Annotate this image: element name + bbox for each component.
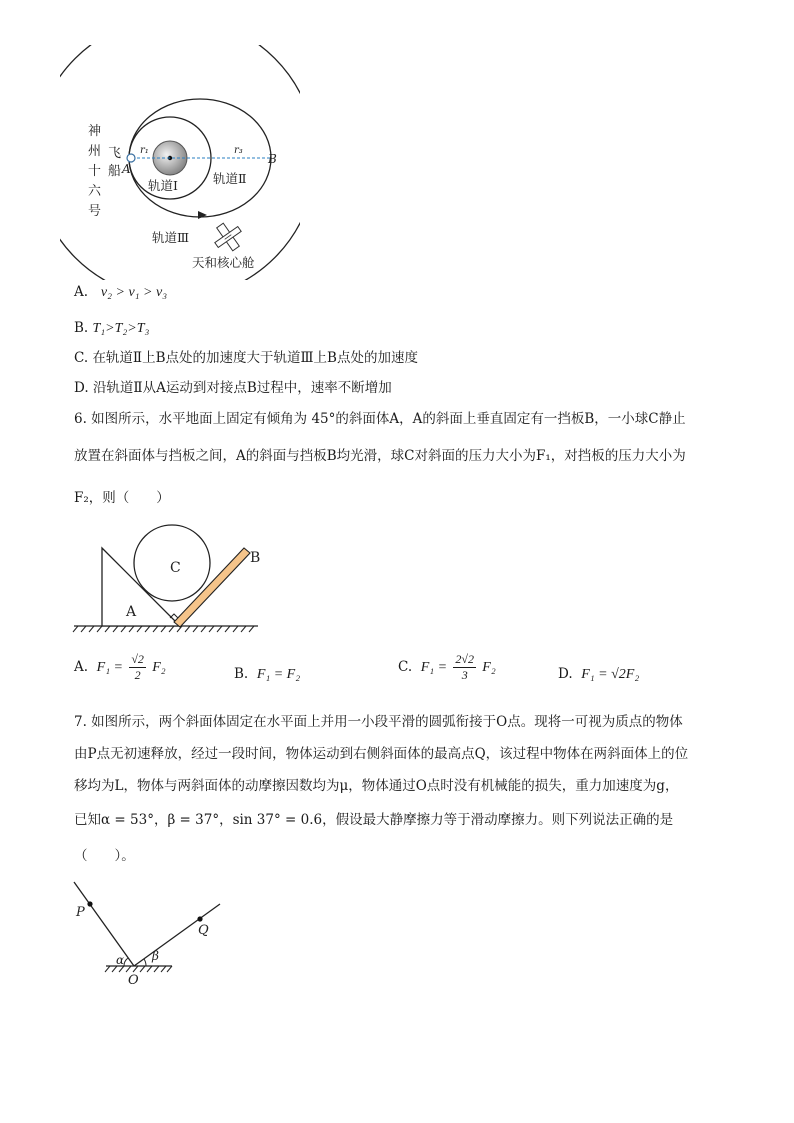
orbit-3-label: 轨道Ⅲ — [152, 230, 190, 245]
q6-option-c[interactable] — [398, 652, 496, 683]
label-q: Q — [198, 923, 209, 938]
option-text: 沿轨道Ⅱ从A运动到对接点B过程中，速率不断增加 — [92, 380, 392, 396]
fraction-numerator: √2 — [131, 652, 144, 666]
point-q — [197, 916, 202, 921]
label-a: A — [126, 604, 137, 620]
option-letter: A. — [74, 284, 89, 300]
point-b-label: B — [268, 152, 277, 166]
q7-text-line-2: 由P点无初速释放，经过一段时间，物体运动到右侧斜面体的最高点Q，该过程中物体在两斜面体上的位 — [74, 746, 689, 762]
option-fraction — [129, 652, 146, 683]
option-letter: C. — [398, 659, 413, 675]
left-incline — [74, 882, 134, 966]
option-lhs: F₁ = — [96, 660, 124, 675]
svg-text:神: 神 — [88, 124, 102, 139]
svg-text:十: 十 — [88, 164, 102, 179]
q5-option-c[interactable] — [74, 348, 418, 368]
q6-text-line-1: 6. 如图所示，水平地面上固定有倾角为 45°的斜面体A，A的斜面上垂直固定有一挡板B，一小球C静止 — [74, 411, 686, 427]
label-beta: β — [152, 949, 159, 963]
option-fraction — [453, 652, 476, 683]
fraction-numerator: 2√2 — [455, 652, 474, 666]
svg-text:州: 州 — [88, 144, 102, 159]
option-letter: C. — [74, 350, 89, 366]
q7-text-line-3: 移均为L，物体与两斜面体的动摩擦因数均为μ，物体通过O点时没有机械能的损失，重力加速度为g， — [74, 778, 679, 794]
option-letter: D. — [74, 380, 89, 396]
option-lhs: F₁ = — [420, 660, 448, 675]
option-rhs: F₂ — [482, 660, 496, 675]
q5-option-a[interactable] — [74, 282, 167, 303]
option-letter: D. — [558, 666, 573, 682]
label-b: B — [250, 550, 261, 566]
option-text: T₁>T₂>T₃ — [92, 321, 150, 336]
q6-option-a[interactable] — [74, 652, 166, 683]
r1-label: r₁ — [140, 145, 149, 156]
label-o: O — [128, 973, 139, 988]
svg-text:飞: 飞 — [108, 146, 122, 161]
svg-text:号: 号 — [88, 204, 102, 219]
orbit-figure — [60, 45, 300, 280]
label-p: P — [76, 905, 85, 920]
q6-text-line-2: 放置在斜面体与挡板之间，A的斜面与挡板B均光滑，球C对斜面的压力大小为F₁，对挡板的压力大小为 — [74, 448, 686, 464]
fraction-denominator: 2 — [134, 668, 141, 682]
option-text: F₁ = √2F₂ — [581, 667, 640, 682]
orbit-direction-arrow — [198, 211, 207, 219]
q5-option-b[interactable] — [74, 318, 149, 339]
label-alpha: α — [116, 953, 125, 967]
spacecraft-marker — [127, 154, 135, 162]
q5-option-d[interactable] — [74, 378, 392, 398]
label-c: C — [170, 560, 181, 576]
q7-figure — [66, 872, 236, 992]
q6-option-d[interactable] — [558, 664, 639, 685]
q7-text-line-5: （ ）。 — [74, 848, 135, 864]
option-text: v₂ > v₁ > v₃ — [100, 285, 168, 300]
point-p — [87, 901, 92, 906]
option-letter: B. — [234, 666, 249, 682]
point-a-label: A — [122, 162, 131, 176]
tianhe-label: 天和核心舱 — [192, 255, 255, 270]
alpha-arc — [124, 958, 128, 966]
svg-text:船: 船 — [108, 164, 122, 179]
q6-text-line-3: F₂，则（ ） — [74, 490, 170, 506]
q7-text-line-4: 已知α = 53°，β = 37°，sin 37° = 0.6，假设最大静摩擦力等于滑动摩擦力。则下列说法正确的是 — [74, 812, 674, 828]
r3-label: r₃ — [234, 145, 243, 156]
right-angle-mark — [170, 614, 178, 618]
option-text: 在轨道Ⅱ上B点处的加速度大于轨道Ⅲ上B点处的加速度 — [92, 350, 418, 366]
fraction-denominator: 3 — [461, 668, 468, 682]
q6-option-b[interactable] — [234, 664, 300, 685]
tianhe-module — [209, 218, 248, 257]
q7-text-line-1: 7. 如图所示，两个斜面体固定在水平面上并用一小段平滑的圆弧衔接于O点。现将一可视为质点的物体 — [74, 714, 683, 730]
option-rhs: F₂ — [152, 660, 166, 675]
q6-figure — [70, 520, 270, 638]
ground-hatching — [73, 626, 254, 632]
feichuan-label — [108, 146, 121, 179]
shenzhou-label — [88, 123, 102, 219]
orbit-1-label: 轨道Ⅰ — [148, 178, 178, 193]
orbit-2-label: 轨道Ⅱ — [213, 171, 247, 186]
option-text: F₁ = F₂ — [256, 667, 301, 682]
option-letter: B. — [74, 320, 89, 336]
beta-arc — [144, 959, 146, 966]
svg-text:六: 六 — [88, 184, 102, 199]
option-letter: A. — [74, 659, 89, 675]
